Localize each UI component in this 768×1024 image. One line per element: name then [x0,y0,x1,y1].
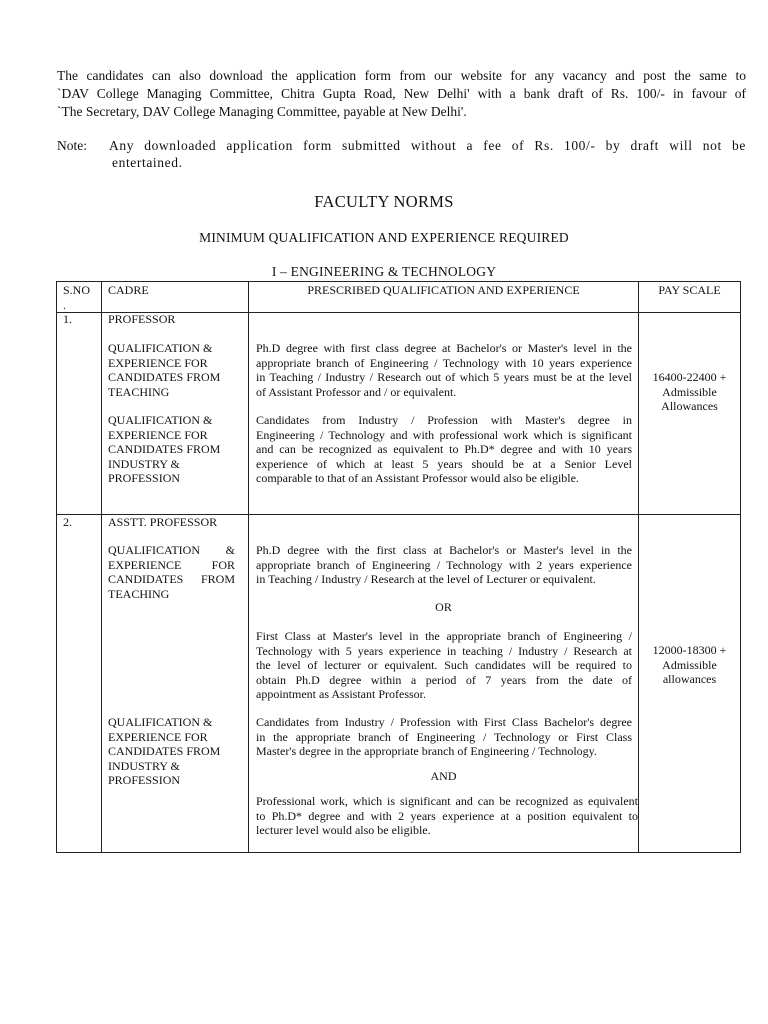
column-divider [638,282,639,852]
text-line: in Teaching / Industry / Research out of which 5 years must be at the level [256,370,632,385]
row1-teaching-label [108,341,246,399]
label-line: CANDIDATES FROM [108,744,221,759]
faculty-norms-table [56,281,741,853]
text-line: to Ph.D* degree and with 2 years experience at a position equivalent to [256,808,638,823]
pay-line: allowances [662,672,717,687]
row1-pay-scale [639,370,740,414]
label-line: PROFESSION [108,773,181,788]
label-line: PROFESSION [108,471,181,486]
text-line: Ph.D degree with the first class at Bachelor's or Master's level in the [256,543,632,557]
row2-industry-text [256,715,632,759]
text-line: appointment as Assistant Professor. [256,687,426,702]
text-line: in Teaching / Industry / Research at the level of Lecturer or equivalent. [256,572,596,587]
text-line: Master's degree in the appropriate branch of Engineering / Technology. [256,744,597,759]
row1-cadre: PROFESSOR [108,312,176,326]
header-qualification: PRESCRIBED QUALIFICATION AND EXPERIENCE [307,283,580,297]
text-line: of Assistant Professor and / or equivalent. [256,384,457,399]
row2-industry-label [108,715,246,788]
label-line: EXPERIENCE FOR [108,427,208,442]
label-line: CANDIDATES FROM [108,370,221,385]
row2-and-label: AND [430,769,457,783]
header-cadre: CADRE [108,283,149,297]
note-block [57,137,746,171]
note-label: Note: [57,138,87,153]
label-line: CANDIDATES FROM [108,442,221,457]
section-heading: I – ENGINEERING & TECHNOLOGY [271,264,497,279]
row1-industry-text [256,413,632,486]
header-sno [63,283,99,312]
row2-cadre: ASSTT. PROFESSOR [108,515,218,529]
header-sno-label: S.NO [63,283,91,297]
text-line: in the appropriate branch of Engineering / Technology or First Class [256,729,632,744]
intro-line: `The Secretary, DAV College Managing Committee, payable at New Delhi'. [57,104,467,119]
header-pay-scale: PAY SCALE [658,283,721,297]
text-line: Ph.D degree with first class degree at Bachelor's or Master's level in the [256,341,632,355]
row1-industry-label [108,413,246,486]
row1-teaching-text [256,341,632,399]
column-divider [248,282,249,852]
label-line: EXPERIENCE FOR [108,729,208,744]
page-title: FACULTY NORMS [314,192,454,211]
row1-sno: 1. [63,312,72,326]
row2-alternative-text [256,629,632,702]
intro-line: The candidates can also download the application form from our website for any vacancy and post the same to [57,68,746,83]
text-line: Candidates from Industry / Profession with Master's degree in [256,413,632,427]
label-line: CANDIDATES FROM [108,572,235,587]
label-line: QUALIFICATION & [108,715,213,729]
label-line: EXPERIENCE FOR [108,355,208,370]
header-sno-dot: . [63,297,66,312]
pay-line: Admissible [662,384,717,399]
row2-teaching-label [108,543,235,601]
label-line: QUALIFICATION & [108,413,213,427]
text-line: First Class at Master's level in the appropriate branch of Engineering / [256,629,632,643]
pay-line: 12000-18300 + [652,643,727,657]
text-line: experience of which at least 5 years should be at a Senior Level [256,456,632,471]
page-subtitle: MINIMUM QUALIFICATION AND EXPERIENCE REQUIRED [199,230,569,245]
row2-sno: 2. [63,515,72,529]
row2-professional-text [256,794,638,838]
text-line: Technology with 5 years experience in teaching / Industry / Research at [256,643,632,658]
note-text-continued: entertained. [112,155,183,170]
text-line: lecturer level would also be eligible. [256,823,431,838]
column-divider [101,282,102,852]
label-line: TEACHING [108,384,170,399]
label-line: QUALIFICATION & [108,341,213,355]
text-line: appropriate branch of Engineering / Technology with 2 years experience [256,557,632,572]
pay-line: Allowances [661,399,718,414]
text-line: appropriate branch of Engineering / Technology with 10 years experience [256,355,632,370]
text-line: Professional work, which is significant and can be recognized as equivalent [256,794,638,808]
intro-line: `DAV College Managing Committee, Chitra Gupta Road, New Delhi' with a bank draft of Rs. 100/- in favour of [57,86,746,101]
text-line: and can be recognized as equivalent to Ph.D* degree and with 10 years [256,442,632,457]
pay-line: Admissible [662,657,717,672]
text-line: comparable to that of an Assistant Professor would also be eligible. [256,471,579,486]
intro-paragraph [57,67,746,121]
pay-line: 16400-22400 + [652,370,727,384]
label-line: INDUSTRY & [108,758,180,773]
label-line: INDUSTRY & [108,456,180,471]
label-line: TEACHING [108,586,170,601]
note-text: Any downloaded application form submitted without a fee of Rs. 100/- by draft will not be [109,138,746,153]
text-line: Engineering / Technology and with professional work which is significant [256,427,632,442]
row2-pay-scale [639,643,740,687]
row2-teaching-text [256,543,632,587]
text-line: Candidates from Industry / Profession with First Class Bachelor's degree [256,715,632,729]
label-line: EXPERIENCE FOR [108,557,235,572]
label-line: QUALIFICATION & [108,543,235,557]
text-line: obtain Ph.D degree within a period of 7 years from the date of [256,672,632,687]
row2-or-label: OR [435,600,452,614]
text-line: the level of lecturer or equivalent. Such candidates will be required to [256,658,632,673]
